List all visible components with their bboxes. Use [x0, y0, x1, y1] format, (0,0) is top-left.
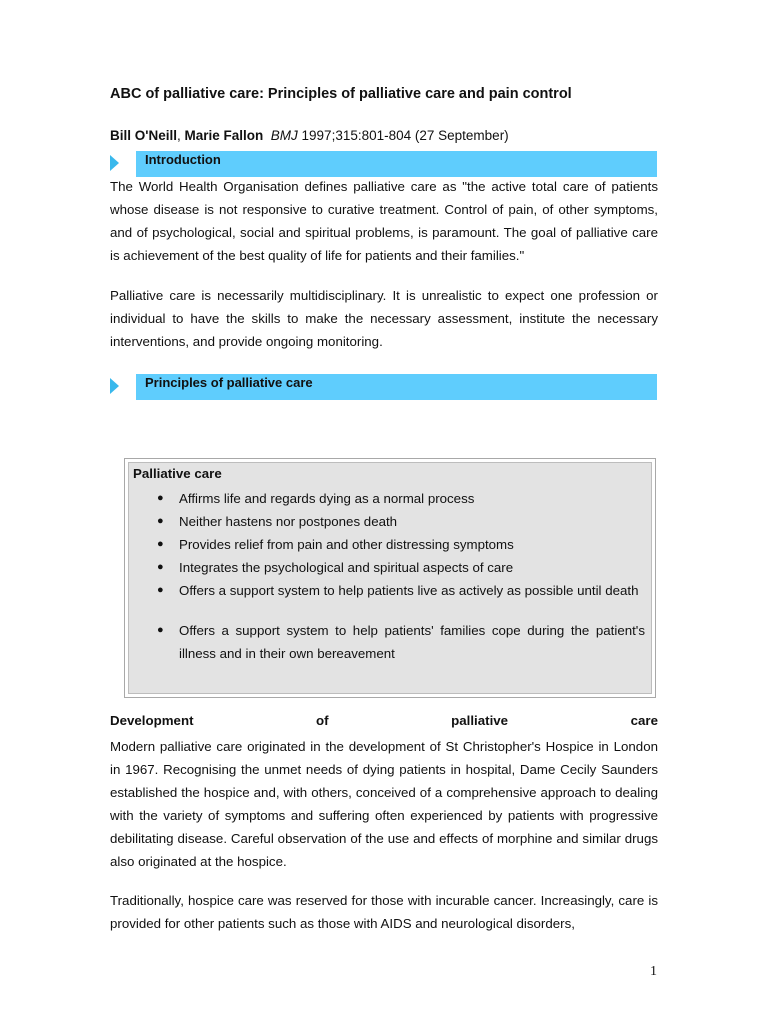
list-item-text: Neither hastens nor postpones death	[179, 514, 398, 529]
list-item	[129, 510, 645, 533]
list-item	[129, 487, 645, 510]
heading-word: of	[316, 713, 329, 728]
section-bar	[136, 151, 657, 177]
section-heading-introduction	[110, 151, 658, 177]
paragraph: Traditionally, hospice care was reserved for those with incurable cancer. Increasingly, care is provided for other patients such as those with AIDS and neurological disorders,	[110, 893, 658, 931]
bullet-icon: ●	[157, 624, 164, 636]
box-inner	[128, 462, 652, 694]
arrow-right-icon	[110, 155, 119, 171]
section-heading-development	[110, 713, 658, 728]
article-title: ABC of palliative care: Principles of palliative care and pain control	[110, 86, 572, 102]
arrow-right-icon	[110, 378, 119, 394]
citation: 1997;315:801-804 (27 September)	[297, 128, 509, 143]
heading-word: Development	[110, 713, 194, 728]
bullet-icon: ●	[157, 561, 164, 573]
paragraph: Modern palliative care originated in the development of St Christopher's Hospice in London in 1967. Recognising the unmet needs of dying patients in hospital, Dame Cecily Saunders established the hospice and, with others, conceived of a comprehensive approach to dealing with the variety of symptoms and suffering often experienced by patients with progressive debilitating disease. Careful observation of the use and effects of morphine and similar drugs also originated at the hospice.	[110, 739, 658, 869]
list-item	[129, 579, 645, 602]
list-item	[129, 619, 645, 665]
section-heading-label: Introduction	[145, 152, 221, 167]
journal-name: BMJ	[270, 128, 298, 143]
bullet-icon: ●	[157, 538, 164, 550]
list-item	[129, 556, 645, 579]
heading-word: palliative	[451, 713, 509, 728]
list-item	[129, 533, 645, 556]
bullet-icon: ●	[157, 584, 164, 596]
bullet-icon: ●	[157, 515, 164, 527]
section-bar	[136, 374, 657, 400]
palliative-care-box	[124, 458, 656, 698]
list-item-text: Integrates the psychological and spiritual aspects of care	[179, 560, 514, 575]
bullet-list	[129, 487, 645, 665]
author-2: Marie Fallon	[184, 128, 264, 143]
author-1: Bill O'Neill	[110, 128, 177, 143]
byline	[110, 128, 509, 143]
paragraph: Palliative care is necessarily multidisciplinary. It is unrealistic to expect one profession or individual to have the skills to make the necessary assessment, institute the necessary interventions, and provide ongoing monitoring.	[110, 288, 658, 349]
author-separator: ,	[176, 128, 185, 143]
paragraph: The World Health Organisation defines palliative care as "the active total care of patients whose disease is not responsive to curative treatment. Control of pain, of other symptoms, and of psychological, social and spiritual problems, is paramount. The goal of palliative care is achievement of the best quality of life for patients and their families."	[110, 179, 658, 263]
bullet-icon: ●	[157, 492, 164, 504]
list-item-text: Offers a support system to help patients' families cope during the patient's illness and in their own bereavement	[179, 623, 645, 661]
page-number: 1	[650, 964, 657, 979]
list-item-text: Affirms life and regards dying as a normal process	[179, 491, 475, 506]
box-title: Palliative care	[133, 466, 222, 481]
section-heading-label: Principles of palliative care	[145, 375, 313, 390]
heading-word: care	[630, 713, 658, 728]
list-item-text: Offers a support system to help patients live as actively as possible until death	[179, 583, 639, 598]
section-heading-principles	[110, 374, 658, 400]
list-item-text: Provides relief from pain and other distressing symptoms	[179, 537, 514, 552]
